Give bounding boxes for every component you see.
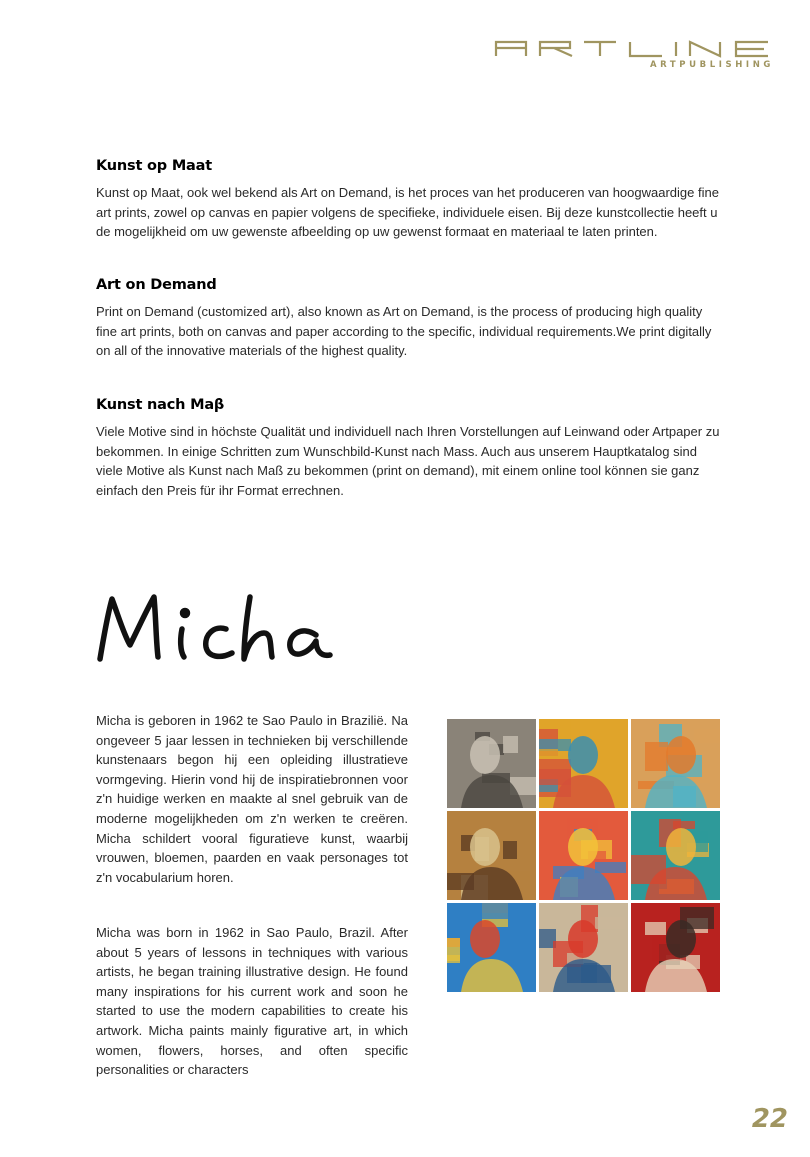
artwork-woman-on-motorcycle [447, 719, 536, 808]
artist-bio-dutch: Micha is geboren in 1962 te Sao Paulo in Brazilië. Na ongeveer 5 jaar lessen in technieken bij verschillende kunstenaars begon hij een opleiding illustratieve vormgeving. Hierin vond hij de inspiratiebronnen voor z'n huidige werken en maakte al snel gebruik van de moderne mogelijkheden om z'n werken te creëren. Micha schildert vooral figuratieve kunst, waarbij vrouwen, bloemen, paarden en vaak personages tot z'n vocabularium horen. [96, 713, 408, 885]
logo-subtitle: ARTPUBLISHING [649, 60, 774, 70]
section-art-on-demand [96, 277, 726, 361]
artwork-new-york-portrait [631, 719, 720, 808]
section-body: Kunst op Maat, ook wel bekend als Art on Demand, is het proces van het produceren van hoogwaardige fine art prints, zowel op canvas en papier volgens de specifieke, individuele eisen. Bij deze kunstcollectie heeft u de mogelijkheid om uw gewenste afbeelding op uw gewenst formaat en materiaal te laten printen. [96, 185, 719, 240]
artist-bio-english: Micha was born in 1962 in Sao Paulo, Brazil. After about 5 years of lessons in techniques with various artists, he began training illustrative design. He found many inspirations for his current work and soon he started to use the modern capabilities to create his artwork. Micha paints mainly figurative art, in which women, flowers, horses, and often specific personalities or characters [96, 925, 408, 1078]
artist-signature [94, 585, 394, 680]
section-body: Print on Demand (customized art), also known as Art on Demand, is the process of producing high quality fine art prints, both on canvas and paper according to the specific, individual requirements.We print digitally on all of the innovative materials of the highest quality. [96, 304, 712, 359]
artline-logo [492, 36, 776, 76]
artwork-marilyn-blue [447, 903, 536, 992]
artwork-james-dean [539, 903, 628, 992]
artwork-dancer-red [631, 903, 720, 992]
artwork-gallery [447, 719, 720, 992]
section-title: Kunst op Maat [96, 158, 212, 174]
artline-wordmark [492, 36, 776, 58]
page-number: 22 [751, 1104, 788, 1134]
artwork-marilyn-yellow [539, 719, 628, 808]
artwork-man-portrait [631, 811, 720, 900]
section-kunst-nach-mass [96, 397, 726, 500]
section-title: Kunst nach Maβ [96, 397, 225, 413]
section-title: Art on Demand [96, 277, 217, 293]
section-body: Viele Motive sind in höchste Qualität und individuell nach Ihren Vorstellungen auf Leinwand oder Artpaper zu bekommen. In einige Schritten zum Wunschbild-Kunst nach Mass. Auch aus unserem Hauptkatalog sind viele Motive als Kunst nach Maß zu bekommen (print on demand), mit einem online tool können sie ganz einfach den Preis für ihr Format errechnen. [96, 424, 720, 498]
artwork-woman-blue-red [539, 811, 628, 900]
signature-micha [94, 585, 394, 680]
section-kunst-op-maat [96, 158, 726, 242]
artwork-horses-collage [447, 811, 536, 900]
